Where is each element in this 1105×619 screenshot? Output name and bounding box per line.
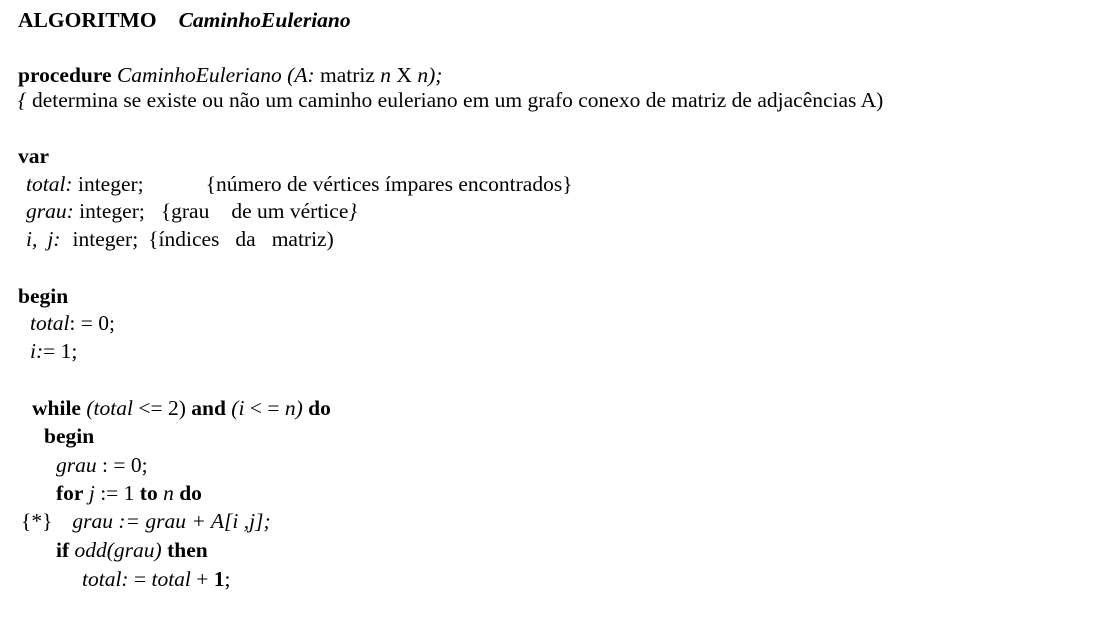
algorithm-name: CaminhoEuleriano xyxy=(178,8,351,32)
decl-comment: {número de vértices ímpares encontrados} xyxy=(205,172,573,196)
total-lhs: total: xyxy=(82,567,129,591)
procedure-comment xyxy=(18,90,883,112)
total-semicolon: ; xyxy=(224,567,231,591)
algorithm-keyword: ALGORITMO xyxy=(18,8,157,32)
decl-name: grau: xyxy=(26,199,74,223)
param-open: (A: xyxy=(287,63,315,87)
for-to: to xyxy=(139,481,158,505)
if-then: then xyxy=(167,538,208,562)
total-eq: = xyxy=(133,567,147,591)
total-increment-stmt xyxy=(82,569,231,591)
if-cond: odd(grau) xyxy=(74,538,162,562)
while-do: do xyxy=(308,396,331,420)
init-total-stmt xyxy=(30,313,115,335)
total-plus: + xyxy=(196,567,209,591)
decl-name-j: j: xyxy=(47,227,61,251)
grau-rest: : = 0; xyxy=(102,453,148,477)
init-i-var: i: xyxy=(30,339,44,363)
algorithm-header xyxy=(18,10,351,32)
for-keyword: for xyxy=(56,481,84,505)
while-cond1-open: (total xyxy=(86,396,133,420)
param-n1: n xyxy=(380,63,392,87)
decl-comment-a: {índices xyxy=(148,227,220,251)
decl-type: integer; xyxy=(77,172,144,196)
for-assign: := 1 xyxy=(100,481,135,505)
procedure-signature xyxy=(18,65,442,87)
procedure-keyword: procedure xyxy=(18,63,112,87)
init-i-stmt xyxy=(30,341,77,363)
var-decl-grau xyxy=(26,201,357,223)
while-stmt xyxy=(32,398,331,420)
comment-brace: { xyxy=(18,88,27,112)
for-do: do xyxy=(179,481,202,505)
grau-var: grau xyxy=(56,453,97,477)
param-n2: n); xyxy=(417,63,443,87)
decl-type: integer; xyxy=(79,199,145,223)
decl-comment-close: } xyxy=(348,199,357,223)
while-cond2-open: (i xyxy=(231,396,245,420)
for-stmt xyxy=(56,483,202,505)
while-cond2-mid: < = xyxy=(249,396,280,420)
decl-type: integer; xyxy=(72,227,139,251)
init-total-rest: : = 0; xyxy=(69,311,115,335)
decl-name: total: xyxy=(26,172,73,196)
for-n: n xyxy=(163,481,174,505)
if-keyword: if xyxy=(56,538,70,562)
decl-comment-b: da xyxy=(235,227,256,251)
grau-init-stmt xyxy=(56,455,148,477)
decl-comment-open: {grau xyxy=(160,199,210,223)
var-keyword: var xyxy=(18,144,50,168)
param-type: matriz xyxy=(319,63,375,87)
for-j: j xyxy=(88,481,95,505)
procedure-name: CaminhoEuleriano xyxy=(116,63,282,87)
while-keyword: while xyxy=(32,396,81,420)
total-one: 1 xyxy=(213,567,225,591)
while-and: and xyxy=(191,396,226,420)
decl-comment-c: matriz) xyxy=(271,227,334,251)
total-rhs: total xyxy=(151,567,191,591)
init-i-rest: = 1; xyxy=(43,339,78,363)
param-x: X xyxy=(396,63,412,87)
inner-begin-keyword: begin xyxy=(44,424,95,448)
decl-comment-rest: de um vértice xyxy=(231,199,349,223)
comment-text: determina se existe ou não um caminho euleriano em um grafo conexo de matriz de adjacências A) xyxy=(31,88,884,112)
star-marker: {*} xyxy=(21,509,53,533)
while-cond1-rest: <= 2) xyxy=(138,396,186,420)
decl-name-i: i, xyxy=(26,227,38,251)
var-decl-ij xyxy=(26,229,334,251)
var-decl-total xyxy=(26,174,573,196)
sum-stmt: grau := grau + A[i ,j]; xyxy=(72,509,271,533)
init-total-var: total xyxy=(30,311,70,335)
if-stmt xyxy=(56,540,208,562)
begin-keyword: begin xyxy=(18,284,69,308)
while-cond2-n: n) xyxy=(284,396,303,420)
sum-stmt-line xyxy=(21,511,271,533)
